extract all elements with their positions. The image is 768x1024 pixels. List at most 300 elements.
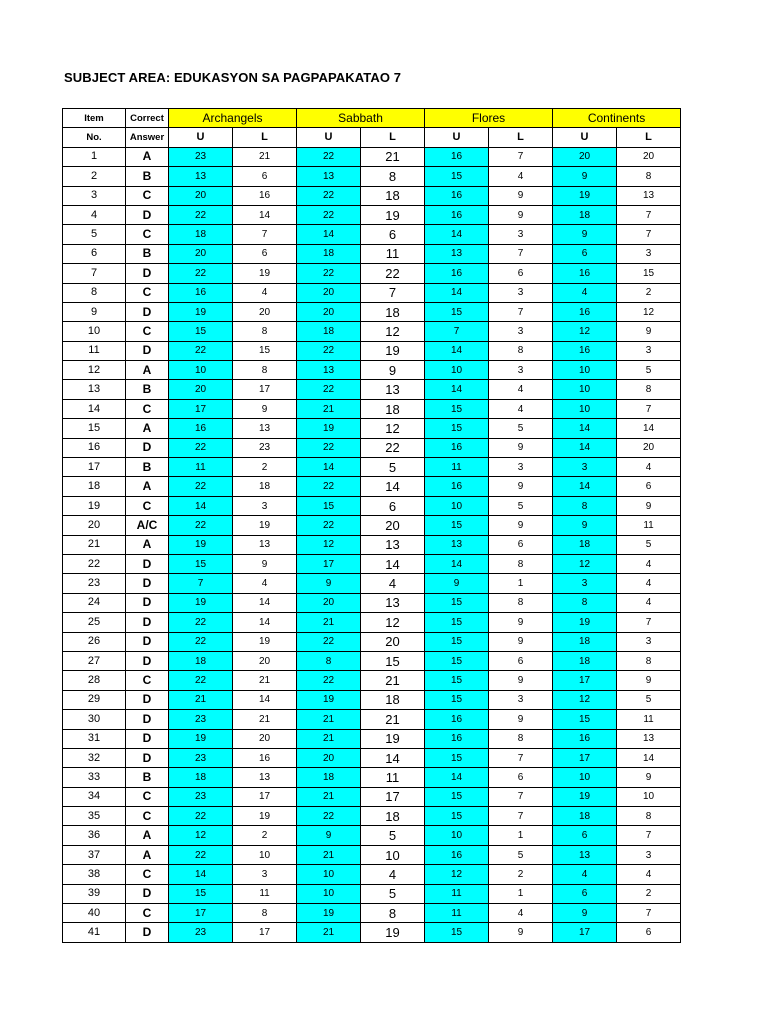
- correct-answer-cell: A: [126, 826, 169, 845]
- continents-upper-cell: 18: [553, 651, 617, 670]
- item-number-cell: 30: [63, 710, 126, 729]
- continents-lower-cell: 10: [617, 787, 681, 806]
- table-row: [63, 477, 681, 496]
- archangels-lower-cell: 19: [233, 264, 297, 283]
- flores-lower-cell: 4: [489, 904, 553, 923]
- sabbath-upper-cell: 22: [297, 807, 361, 826]
- table-row: [63, 923, 681, 942]
- sabbath-upper-cell: 18: [297, 768, 361, 787]
- archangels-lower-cell: 7: [233, 225, 297, 244]
- continents-lower-cell: 8: [617, 807, 681, 826]
- sabbath-lower-cell: 8: [361, 904, 425, 923]
- continents-upper-cell: 8: [553, 496, 617, 515]
- flores-lower-cell: 6: [489, 651, 553, 670]
- correct-answer-cell: D: [126, 710, 169, 729]
- sabbath-upper-cell: 10: [297, 884, 361, 903]
- archangels-upper-cell: 23: [169, 710, 233, 729]
- continents-lower-cell: 7: [617, 225, 681, 244]
- table-row: [63, 419, 681, 438]
- table-row: [63, 283, 681, 302]
- table-row: [63, 458, 681, 477]
- flores-lower-cell: 8: [489, 341, 553, 360]
- correct-answer-cell: D: [126, 923, 169, 942]
- continents-lower-cell: 20: [617, 438, 681, 457]
- item-number-cell: 38: [63, 865, 126, 884]
- continents-upper-cell: 15: [553, 710, 617, 729]
- sabbath-lower-cell: 8: [361, 167, 425, 186]
- table-row: [63, 748, 681, 767]
- flores-upper-cell: 14: [425, 554, 489, 573]
- flores-upper-cell: 14: [425, 768, 489, 787]
- sabbath-lower-cell: 21: [361, 671, 425, 690]
- sabbath-lower-cell: 4: [361, 865, 425, 884]
- archangels-lower-cell: 16: [233, 186, 297, 205]
- sabbath-upper-cell: 20: [297, 283, 361, 302]
- correct-answer-cell: C: [126, 671, 169, 690]
- sabbath-lower-cell: 21: [361, 710, 425, 729]
- sabbath-upper-cell: 22: [297, 438, 361, 457]
- sabbath-upper-cell: 22: [297, 264, 361, 283]
- item-number-cell: 7: [63, 264, 126, 283]
- flores-upper-cell: 13: [425, 244, 489, 263]
- archangels-lower-cell: 8: [233, 322, 297, 341]
- flores-upper-cell: 15: [425, 613, 489, 632]
- continents-upper-header: U: [553, 128, 617, 147]
- continents-lower-cell: 2: [617, 884, 681, 903]
- correct-answer-cell: B: [126, 458, 169, 477]
- item-number-cell: 23: [63, 574, 126, 593]
- item-number-cell: 35: [63, 807, 126, 826]
- correct-answer-cell: D: [126, 205, 169, 224]
- continents-lower-cell: 3: [617, 632, 681, 651]
- sabbath-lower-cell: 13: [361, 380, 425, 399]
- table-row: [63, 167, 681, 186]
- continents-lower-cell: 8: [617, 651, 681, 670]
- table-row: [63, 535, 681, 554]
- continents-upper-cell: 18: [553, 205, 617, 224]
- correct-answer-cell: D: [126, 593, 169, 612]
- archangels-lower-cell: 14: [233, 205, 297, 224]
- continents-upper-cell: 6: [553, 244, 617, 263]
- flores-lower-cell: 1: [489, 826, 553, 845]
- flores-lower-cell: 9: [489, 438, 553, 457]
- continents-lower-cell: 3: [617, 341, 681, 360]
- flores-upper-cell: 10: [425, 361, 489, 380]
- sabbath-upper-cell: 12: [297, 535, 361, 554]
- flores-lower-cell: 9: [489, 477, 553, 496]
- flores-lower-cell: 8: [489, 593, 553, 612]
- continents-lower-cell: 14: [617, 748, 681, 767]
- answer-sub-header: Answer: [126, 128, 169, 147]
- flores-lower-cell: 3: [489, 283, 553, 302]
- continents-upper-cell: 17: [553, 923, 617, 942]
- flores-upper-cell: 15: [425, 651, 489, 670]
- table-row: [63, 496, 681, 515]
- correct-answer-cell: C: [126, 865, 169, 884]
- group-header-continents: Continents: [553, 109, 681, 128]
- correct-answer-cell: B: [126, 768, 169, 787]
- continents-lower-cell: 11: [617, 516, 681, 535]
- table-body: [63, 147, 681, 942]
- archangels-lower-cell: 2: [233, 458, 297, 477]
- flores-lower-cell: 8: [489, 729, 553, 748]
- sabbath-upper-cell: 8: [297, 651, 361, 670]
- table-row: [63, 341, 681, 360]
- sabbath-lower-cell: 22: [361, 438, 425, 457]
- flores-upper-cell: 11: [425, 458, 489, 477]
- table-row: [63, 593, 681, 612]
- item-number-cell: 22: [63, 554, 126, 573]
- archangels-upper-cell: 12: [169, 826, 233, 845]
- continents-lower-cell: 7: [617, 826, 681, 845]
- table-row: [63, 225, 681, 244]
- table-row: [63, 361, 681, 380]
- continents-upper-cell: 9: [553, 167, 617, 186]
- sabbath-lower-cell: 19: [361, 729, 425, 748]
- continents-upper-cell: 19: [553, 787, 617, 806]
- sabbath-lower-cell: 19: [361, 341, 425, 360]
- table-row: [63, 613, 681, 632]
- archangels-lower-cell: 15: [233, 341, 297, 360]
- flores-lower-cell: 6: [489, 768, 553, 787]
- item-number-cell: 27: [63, 651, 126, 670]
- table-row: [63, 380, 681, 399]
- table-row: [63, 554, 681, 573]
- table-row: [63, 845, 681, 864]
- sabbath-upper-cell: 21: [297, 399, 361, 418]
- item-number-cell: 31: [63, 729, 126, 748]
- sabbath-lower-cell: 19: [361, 923, 425, 942]
- archangels-lower-cell: 21: [233, 710, 297, 729]
- archangels-lower-cell: 10: [233, 845, 297, 864]
- sabbath-lower-cell: 4: [361, 574, 425, 593]
- archangels-upper-cell: 11: [169, 458, 233, 477]
- flores-upper-cell: 14: [425, 283, 489, 302]
- sabbath-lower-cell: 19: [361, 205, 425, 224]
- table-row: [63, 884, 681, 903]
- sabbath-upper-cell: 13: [297, 361, 361, 380]
- continents-lower-cell: 14: [617, 419, 681, 438]
- item-number-cell: 1: [63, 147, 126, 166]
- sabbath-upper-cell: 14: [297, 225, 361, 244]
- flores-upper-cell: 10: [425, 826, 489, 845]
- sabbath-upper-cell: 22: [297, 477, 361, 496]
- item-number-cell: 8: [63, 283, 126, 302]
- flores-upper-cell: 15: [425, 690, 489, 709]
- item-number-cell: 37: [63, 845, 126, 864]
- flores-upper-cell: 16: [425, 186, 489, 205]
- item-number-cell: 40: [63, 904, 126, 923]
- flores-upper-cell: 16: [425, 264, 489, 283]
- flores-lower-cell: 9: [489, 923, 553, 942]
- table-row: [63, 244, 681, 263]
- sabbath-lower-cell: 14: [361, 477, 425, 496]
- sabbath-upper-cell: 9: [297, 574, 361, 593]
- archangels-lower-cell: 14: [233, 690, 297, 709]
- item-number-cell: 39: [63, 884, 126, 903]
- sabbath-lower-cell: 5: [361, 458, 425, 477]
- continents-lower-cell: 8: [617, 380, 681, 399]
- item-no-header: No.: [63, 128, 126, 147]
- flores-lower-cell: 1: [489, 574, 553, 593]
- continents-upper-cell: 10: [553, 399, 617, 418]
- item-header: Item: [63, 109, 126, 128]
- archangels-lower-cell: 6: [233, 244, 297, 263]
- continents-lower-cell: 3: [617, 244, 681, 263]
- header-row-groups: [63, 109, 681, 128]
- archangels-upper-cell: 19: [169, 302, 233, 321]
- continents-upper-cell: 13: [553, 845, 617, 864]
- table-row: [63, 186, 681, 205]
- sabbath-lower-cell: 14: [361, 554, 425, 573]
- sabbath-lower-cell: 18: [361, 690, 425, 709]
- table-row: [63, 768, 681, 787]
- sabbath-upper-header: U: [297, 128, 361, 147]
- sabbath-lower-cell: 20: [361, 632, 425, 651]
- table-row: [63, 690, 681, 709]
- item-number-cell: 33: [63, 768, 126, 787]
- continents-upper-cell: 10: [553, 380, 617, 399]
- correct-answer-cell: A: [126, 419, 169, 438]
- item-number-cell: 36: [63, 826, 126, 845]
- answer-header: Correct: [126, 109, 169, 128]
- flores-upper-cell: 16: [425, 710, 489, 729]
- item-number-cell: 19: [63, 496, 126, 515]
- continents-upper-cell: 3: [553, 574, 617, 593]
- sabbath-upper-cell: 22: [297, 147, 361, 166]
- table-row: [63, 729, 681, 748]
- correct-answer-cell: D: [126, 632, 169, 651]
- archangels-lower-cell: 21: [233, 147, 297, 166]
- archangels-lower-cell: 20: [233, 651, 297, 670]
- sabbath-upper-cell: 21: [297, 787, 361, 806]
- continents-lower-cell: 6: [617, 923, 681, 942]
- continents-lower-cell: 7: [617, 399, 681, 418]
- flores-lower-cell: 4: [489, 167, 553, 186]
- archangels-upper-cell: 23: [169, 787, 233, 806]
- continents-upper-cell: 16: [553, 302, 617, 321]
- flores-upper-cell: 11: [425, 904, 489, 923]
- item-number-cell: 25: [63, 613, 126, 632]
- flores-lower-cell: 7: [489, 807, 553, 826]
- continents-lower-cell: 13: [617, 729, 681, 748]
- continents-lower-cell: 11: [617, 710, 681, 729]
- archangels-upper-cell: 15: [169, 554, 233, 573]
- archangels-lower-cell: 3: [233, 496, 297, 515]
- item-number-cell: 11: [63, 341, 126, 360]
- continents-lower-cell: 9: [617, 322, 681, 341]
- archangels-upper-cell: 14: [169, 865, 233, 884]
- flores-upper-cell: 15: [425, 419, 489, 438]
- group-header-archangels: Archangels: [169, 109, 297, 128]
- continents-lower-cell: 3: [617, 845, 681, 864]
- continents-upper-cell: 20: [553, 147, 617, 166]
- sabbath-lower-cell: 6: [361, 496, 425, 515]
- archangels-lower-cell: 19: [233, 516, 297, 535]
- archangels-upper-cell: 17: [169, 399, 233, 418]
- sabbath-lower-cell: 17: [361, 787, 425, 806]
- correct-answer-cell: C: [126, 322, 169, 341]
- archangels-lower-cell: 18: [233, 477, 297, 496]
- correct-answer-cell: D: [126, 690, 169, 709]
- continents-lower-cell: 4: [617, 574, 681, 593]
- continents-upper-cell: 9: [553, 904, 617, 923]
- sabbath-lower-cell: 15: [361, 651, 425, 670]
- continents-lower-cell: 4: [617, 458, 681, 477]
- flores-lower-cell: 3: [489, 690, 553, 709]
- table-row: [63, 438, 681, 457]
- archangels-upper-cell: 22: [169, 516, 233, 535]
- correct-answer-cell: C: [126, 787, 169, 806]
- sabbath-upper-cell: 19: [297, 690, 361, 709]
- archangels-lower-cell: 17: [233, 380, 297, 399]
- sabbath-upper-cell: 21: [297, 710, 361, 729]
- item-number-cell: 13: [63, 380, 126, 399]
- flores-lower-cell: 9: [489, 613, 553, 632]
- item-number-cell: 14: [63, 399, 126, 418]
- archangels-lower-cell: 20: [233, 729, 297, 748]
- archangels-upper-cell: 22: [169, 632, 233, 651]
- continents-lower-cell: 9: [617, 496, 681, 515]
- continents-upper-cell: 4: [553, 865, 617, 884]
- sabbath-lower-cell: 18: [361, 186, 425, 205]
- header-row-ul: [63, 128, 681, 147]
- archangels-upper-cell: 21: [169, 690, 233, 709]
- archangels-lower-cell: 4: [233, 574, 297, 593]
- sabbath-upper-cell: 22: [297, 632, 361, 651]
- correct-answer-cell: D: [126, 748, 169, 767]
- sabbath-lower-cell: 18: [361, 399, 425, 418]
- continents-upper-cell: 14: [553, 419, 617, 438]
- continents-upper-cell: 6: [553, 826, 617, 845]
- flores-lower-cell: 7: [489, 244, 553, 263]
- flores-lower-cell: 7: [489, 748, 553, 767]
- sabbath-lower-cell: 10: [361, 845, 425, 864]
- item-number-cell: 18: [63, 477, 126, 496]
- sabbath-upper-cell: 15: [297, 496, 361, 515]
- flores-upper-header: U: [425, 128, 489, 147]
- archangels-upper-cell: 23: [169, 147, 233, 166]
- table-row: [63, 302, 681, 321]
- sabbath-lower-cell: 7: [361, 283, 425, 302]
- item-number-cell: 29: [63, 690, 126, 709]
- archangels-upper-cell: 18: [169, 651, 233, 670]
- continents-lower-cell: 6: [617, 477, 681, 496]
- continents-upper-cell: 19: [553, 613, 617, 632]
- flores-upper-cell: 16: [425, 205, 489, 224]
- continents-lower-cell: 5: [617, 361, 681, 380]
- archangels-upper-cell: 22: [169, 205, 233, 224]
- continents-upper-cell: 10: [553, 768, 617, 787]
- archangels-upper-cell: 14: [169, 496, 233, 515]
- table-row: [63, 632, 681, 651]
- correct-answer-cell: D: [126, 729, 169, 748]
- continents-lower-cell: 9: [617, 768, 681, 787]
- flores-lower-cell: 9: [489, 186, 553, 205]
- correct-answer-cell: A/C: [126, 516, 169, 535]
- flores-lower-cell: 9: [489, 671, 553, 690]
- sabbath-upper-cell: 21: [297, 923, 361, 942]
- flores-upper-cell: 14: [425, 225, 489, 244]
- archangels-upper-cell: 22: [169, 341, 233, 360]
- continents-upper-cell: 18: [553, 807, 617, 826]
- continents-upper-cell: 16: [553, 264, 617, 283]
- continents-lower-cell: 15: [617, 264, 681, 283]
- table-row: [63, 671, 681, 690]
- sabbath-upper-cell: 22: [297, 205, 361, 224]
- flores-upper-cell: 16: [425, 438, 489, 457]
- continents-upper-cell: 9: [553, 225, 617, 244]
- sabbath-upper-cell: 19: [297, 419, 361, 438]
- correct-answer-cell: C: [126, 186, 169, 205]
- flores-lower-cell: 5: [489, 496, 553, 515]
- item-number-cell: 34: [63, 787, 126, 806]
- flores-lower-cell: 3: [489, 225, 553, 244]
- sabbath-lower-cell: 22: [361, 264, 425, 283]
- sabbath-upper-cell: 13: [297, 167, 361, 186]
- table-row: [63, 264, 681, 283]
- correct-answer-cell: B: [126, 167, 169, 186]
- archangels-upper-cell: 20: [169, 244, 233, 263]
- item-number-cell: 2: [63, 167, 126, 186]
- continents-upper-cell: 10: [553, 361, 617, 380]
- flores-upper-cell: 15: [425, 671, 489, 690]
- continents-lower-cell: 4: [617, 865, 681, 884]
- sabbath-lower-cell: 11: [361, 244, 425, 263]
- correct-answer-cell: A: [126, 535, 169, 554]
- item-number-cell: 32: [63, 748, 126, 767]
- sabbath-lower-cell: 12: [361, 322, 425, 341]
- flores-lower-header: L: [489, 128, 553, 147]
- item-number-cell: 4: [63, 205, 126, 224]
- flores-upper-cell: 15: [425, 399, 489, 418]
- item-number-cell: 24: [63, 593, 126, 612]
- flores-upper-cell: 9: [425, 574, 489, 593]
- continents-upper-cell: 18: [553, 535, 617, 554]
- flores-upper-cell: 12: [425, 865, 489, 884]
- archangels-upper-cell: 15: [169, 884, 233, 903]
- item-number-cell: 28: [63, 671, 126, 690]
- flores-upper-cell: 16: [425, 845, 489, 864]
- continents-upper-cell: 19: [553, 186, 617, 205]
- continents-upper-cell: 6: [553, 884, 617, 903]
- archangels-lower-cell: 13: [233, 419, 297, 438]
- archangels-lower-header: L: [233, 128, 297, 147]
- sabbath-lower-cell: 11: [361, 768, 425, 787]
- flores-upper-cell: 16: [425, 147, 489, 166]
- table-row: [63, 322, 681, 341]
- archangels-lower-cell: 23: [233, 438, 297, 457]
- correct-answer-cell: D: [126, 264, 169, 283]
- archangels-upper-cell: 22: [169, 264, 233, 283]
- archangels-lower-cell: 9: [233, 399, 297, 418]
- flores-lower-cell: 3: [489, 458, 553, 477]
- flores-lower-cell: 4: [489, 399, 553, 418]
- sabbath-lower-cell: 6: [361, 225, 425, 244]
- archangels-lower-cell: 11: [233, 884, 297, 903]
- flores-lower-cell: 9: [489, 632, 553, 651]
- correct-answer-cell: C: [126, 225, 169, 244]
- continents-lower-cell: 5: [617, 690, 681, 709]
- continents-lower-cell: 4: [617, 554, 681, 573]
- continents-lower-cell: 4: [617, 593, 681, 612]
- archangels-upper-cell: 16: [169, 419, 233, 438]
- item-number-cell: 41: [63, 923, 126, 942]
- archangels-lower-cell: 13: [233, 768, 297, 787]
- flores-upper-cell: 15: [425, 807, 489, 826]
- table-row: [63, 826, 681, 845]
- flores-lower-cell: 7: [489, 787, 553, 806]
